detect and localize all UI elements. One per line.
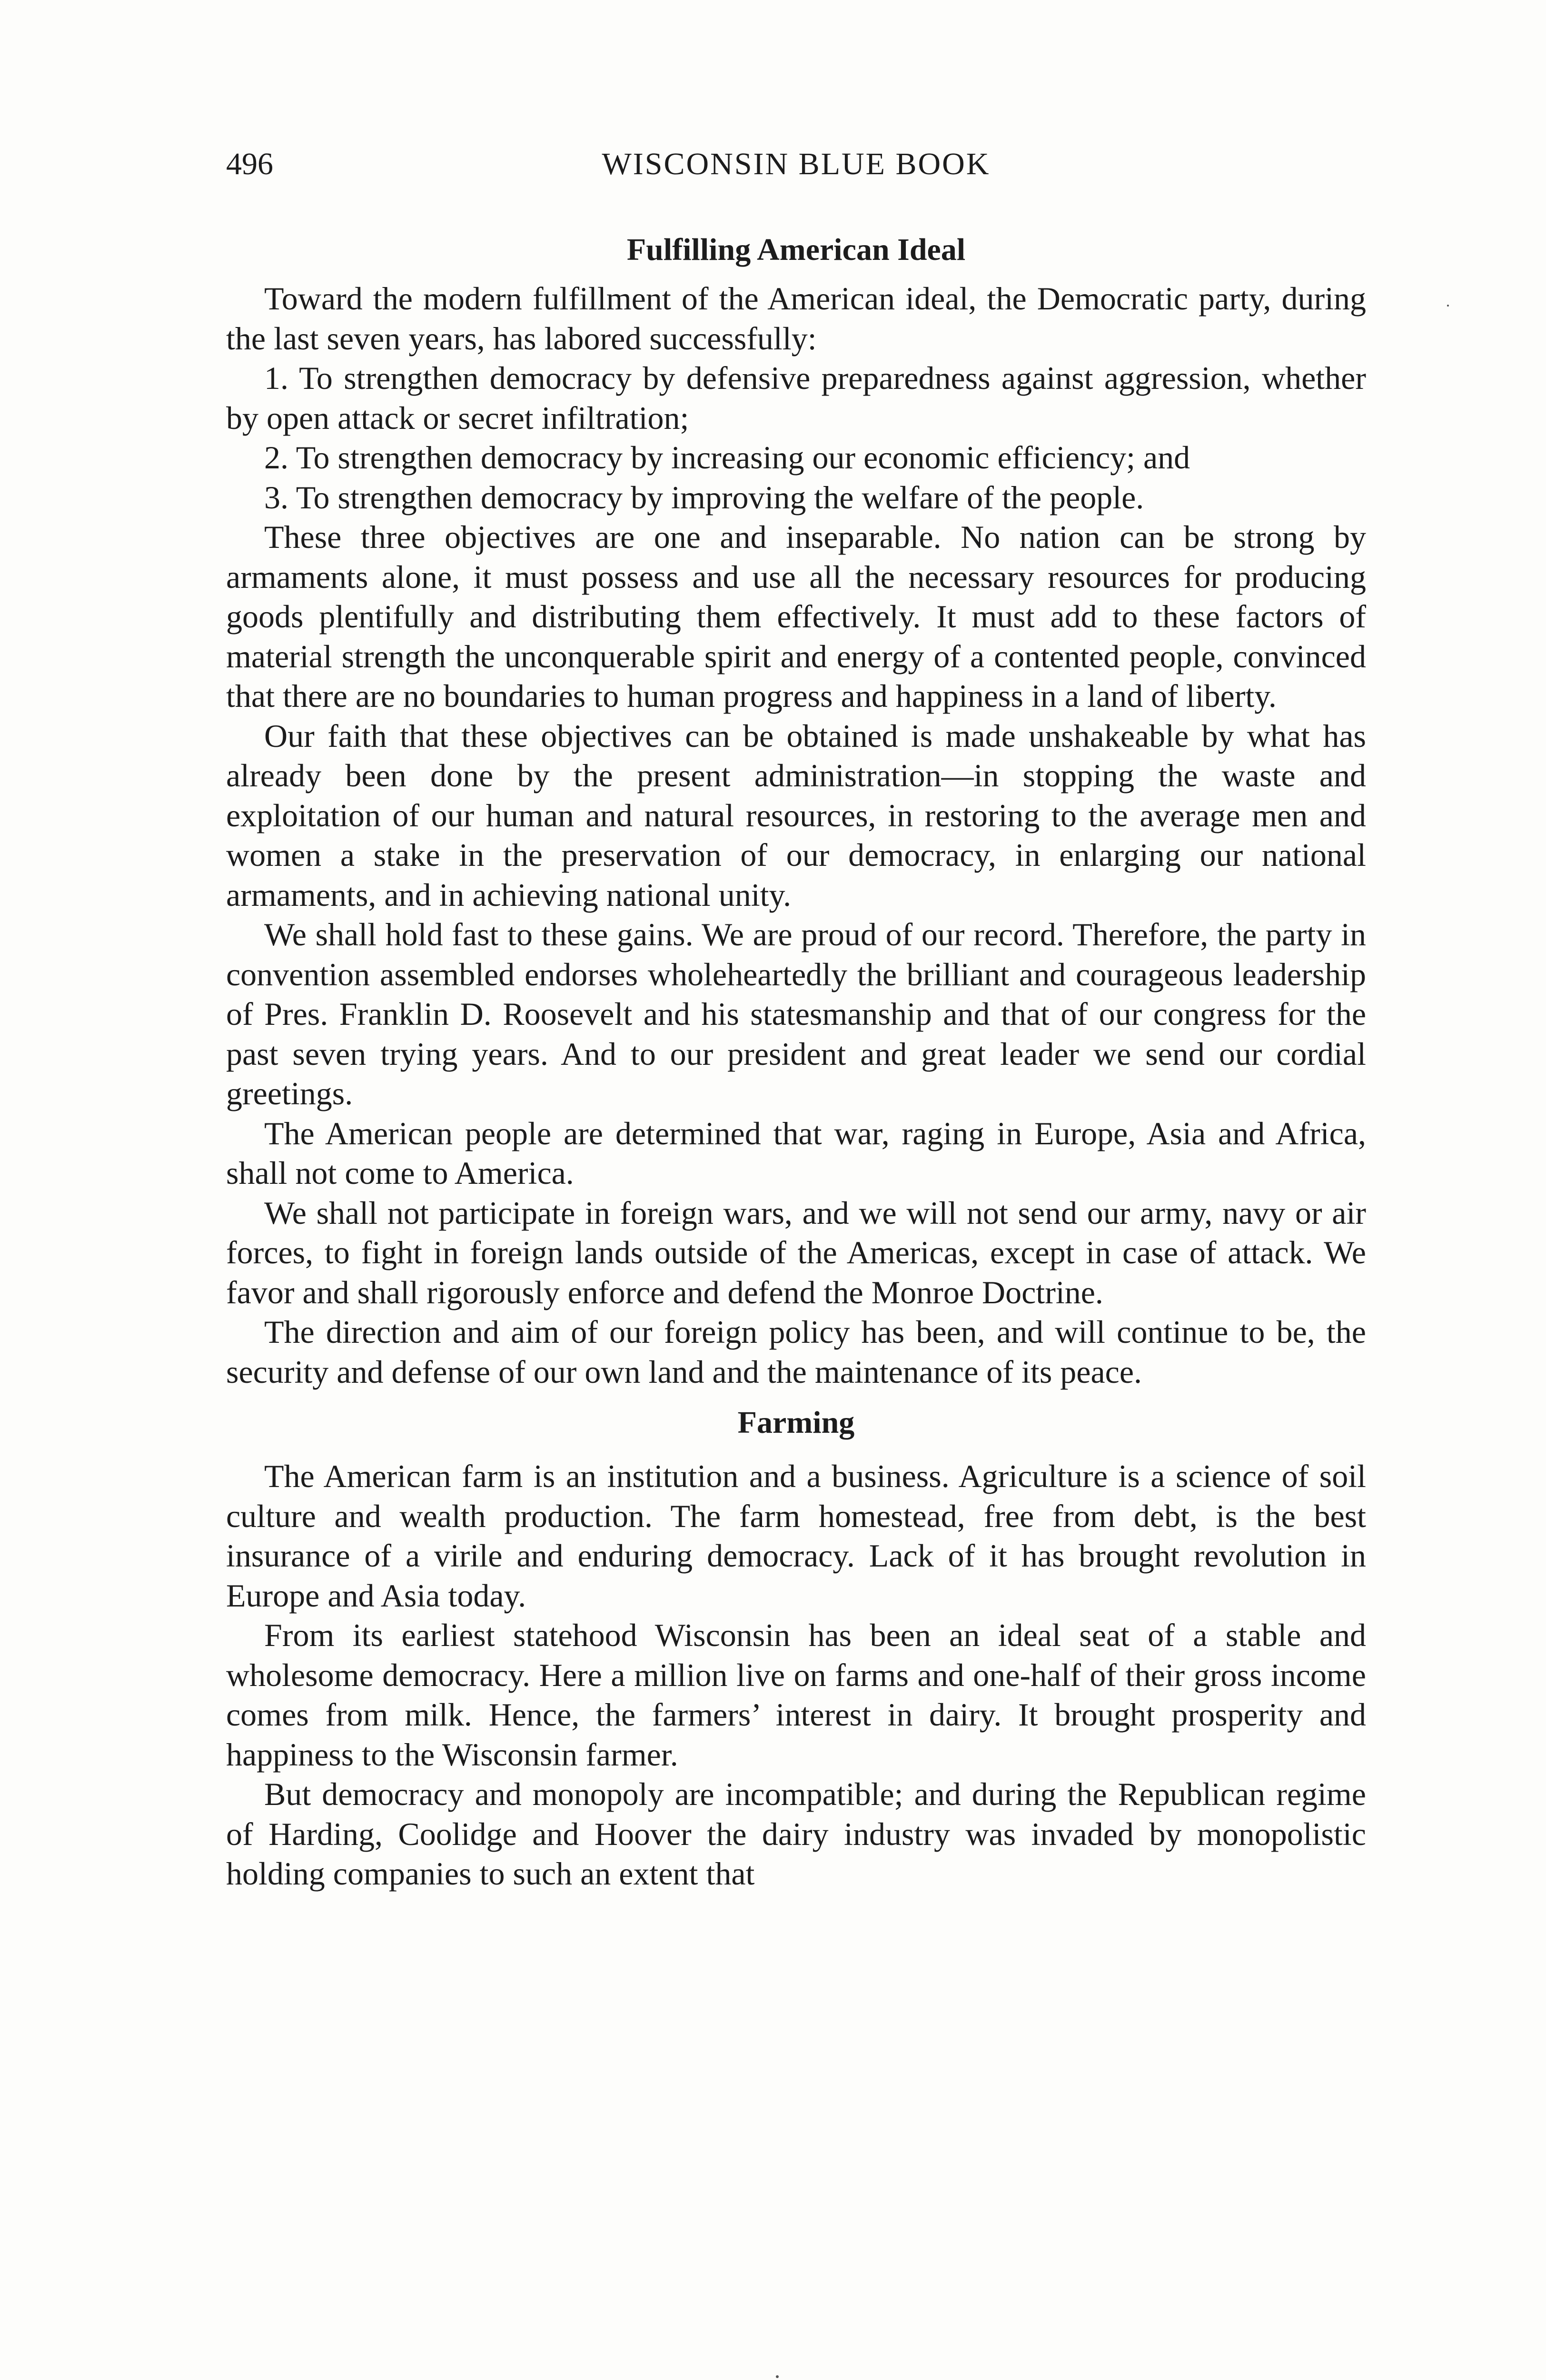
paragraph: The direction and aim of our foreign policy has been, and will continue to be, the security and defense of our own land and the maintenance of its peace. (226, 1314, 1366, 1390)
paragraph: Toward the modern fulfillment of the American ideal, the Democratic party, during the last seven years, has labored successfully: (226, 280, 1366, 357)
scan-speck (776, 2375, 779, 2378)
paragraph: From its earliest statehood Wisconsin has been an ideal seat of a stable and wholesome democracy. Here a million live on farms and one-half of their gross income comes from milk. Hence, the farmers’ interest in dairy. It brought prosperity and happiness to the Wisconsin farmer. (226, 1617, 1366, 1773)
paragraph: We shall hold fast to these gains. We are proud of our record. Therefore, the party in convention assembled endorses wholeheartedly the brilliant and courageous leadership of Pres. Franklin D. Roosevelt and his statesmanship and that of our congress for the past seven trying years. And to our president and great leader we send our cordial greetings. (226, 916, 1366, 1111)
body-text (226, 228, 1366, 1894)
page-number: 496 (226, 147, 273, 181)
running-title: WISCONSIN BLUE BOOK (602, 147, 991, 181)
numbered-item: 2. To strengthen democracy by increasing our economic efficiency; and (264, 439, 1190, 476)
paragraph: The American people are determined that war, raging in Europe, Asia and Africa, shall not come to America. (226, 1115, 1366, 1191)
numbered-item: 1. To strengthen democracy by defensive preparedness against aggression, whether by open attack or secret infiltration; (226, 360, 1366, 436)
paragraph: The American farm is an institution and a business. Agriculture is a science of soil culture and wealth production. The farm homestead, free from debt, is the best insurance of a virile and enduring democracy. Lack of it has brought revolution in Europe and Asia today. (226, 1458, 1366, 1614)
numbered-item: 3. To strengthen democracy by improving the welfare of the people. (264, 479, 1144, 516)
section-heading-farming: Farming (737, 1405, 855, 1440)
paragraph: These three objectives are one and inseparable. No nation can be strong by armaments alone, it must possess and use all the necessary resources for producing goods plentifully and distributing them effectively. It must add to these factors of material strength the unconquerable spirit and energy of a contented people, convinced that there are no boundaries to human progress and happiness in a land of liberty. (226, 519, 1366, 714)
section-heading-fulfilling-american-ideal: Fulfilling American Ideal (626, 232, 966, 267)
running-head (226, 140, 1366, 193)
paragraph: We shall not participate in foreign wars, and we will not send our army, navy or air forces, to fight in foreign lands outside of the Americas, except in case of attack. We favor and shall rigorously enforce and defend the Monroe Doctrine. (226, 1194, 1366, 1310)
paragraph: Our faith that these objectives can be obtained is made unshakeable by what has already been done by the present administration—in stopping the waste and exploitation of our human and natural resources, in restoring to the average men and women a stake in the preservation of our democracy, in enlarging our national armaments, and in achieving national unity. (226, 717, 1366, 913)
scan-speck (1447, 305, 1449, 307)
paragraph: But democracy and monopoly are incompatible; and during the Republican regime of Harding, Coolidge and Hoover the dairy industry was invaded by monopolistic holding companies to such an extent that (226, 1776, 1366, 1892)
